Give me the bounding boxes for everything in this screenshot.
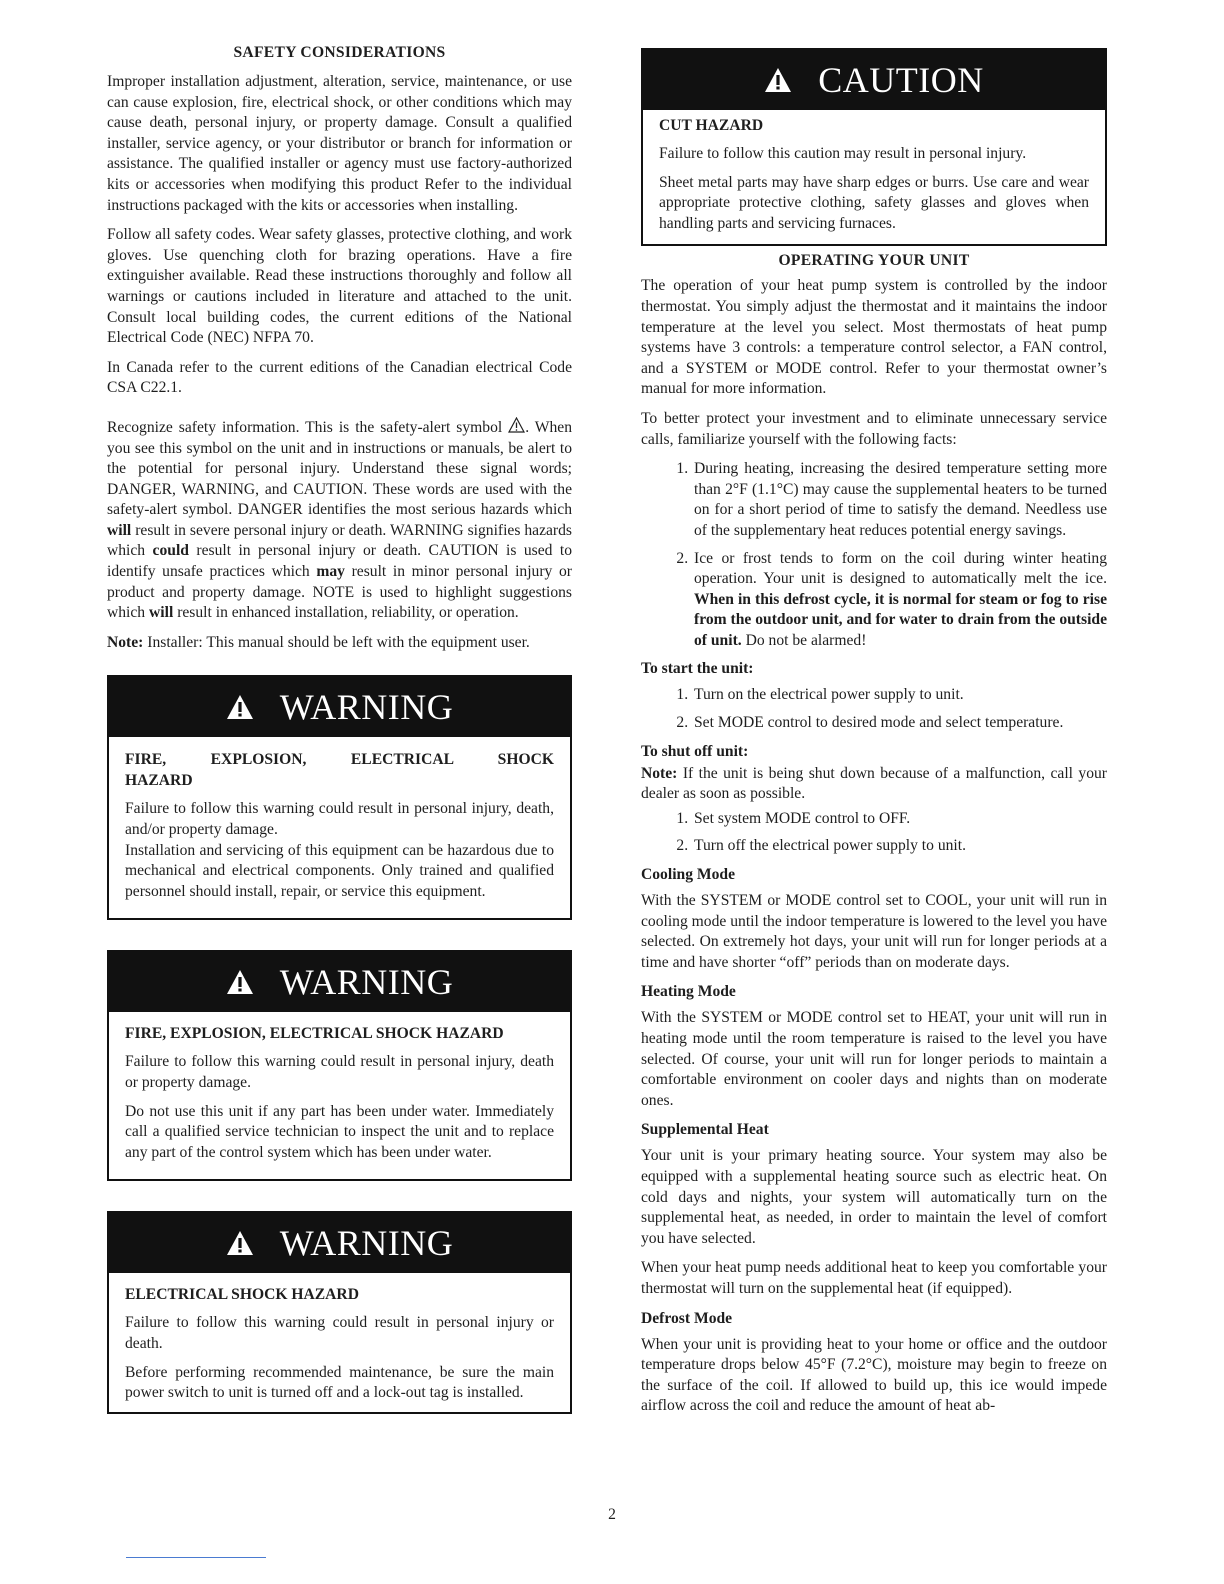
safety-alert-symbol-icon (508, 417, 525, 433)
warning-text: Failure to follow this warning could result in personal injury, death, and/or property damage. (125, 800, 554, 839)
cooling-mode-text: With the SYSTEM or MODE control set to COOL, your unit will run in cooling mode until the indoor temperature is lowered to the level you have selected. On extremely hot days, your unit will run for longer periods at a time and have shorter “off” periods than on moderate days. (641, 892, 1107, 971)
hazard-title: CUT HAZARD (659, 117, 764, 134)
heating-mode-text: With the SYSTEM or MODE control set to HEAT, your unit will run in heating mode until the room temperature is raised to the level you have selected. Of course, your unit will run for longer periods to maintain a comfortable environment on cooler days and nights than on moderate ones. (641, 1009, 1107, 1109)
warning-title: WARNING (279, 962, 454, 1003)
warning-box-3 (107, 1211, 572, 1413)
warning-triangle-icon (226, 1230, 254, 1256)
warning-box-1 (107, 675, 572, 920)
warning-banner (109, 1213, 570, 1273)
warning-banner (109, 952, 570, 1012)
caution-text: Sheet metal parts may have sharp edges or burrs. Use care and wear appropriate protective clothing, safety glasses and gloves when handling parts and servicing furnaces. (659, 173, 1089, 232)
warning-text: Before performing recommended maintenance, be sure the main power switch to unit is turned off and a lock-out tag is installed. (125, 1363, 554, 1402)
warning-text: Failure to follow this warning could result in personal injury or death. (125, 1314, 554, 1352)
shut-off-note: Note: If the unit is being shut down because of a malfunction, call your dealer as soon as possible. (641, 764, 1107, 803)
operating-heading: OPERATING YOUR UNIT (778, 252, 970, 270)
safety-paragraph-2: Follow all safety codes. Wear safety glasses, protective clothing, and work gloves. Use quenching cloth for brazing operations. Have a fire extinguisher available. Read these instructions thoroughly and follow all warnings or cautions included in literature and attached to the unit. Consult local building codes, the current editions of the National Electrical Code (NEC) NFPA 70. (107, 226, 572, 347)
warning-box-2 (107, 950, 572, 1181)
hazard-title: FIRE, EXPLOSION, ELECTRICAL SHOCK HAZARD (125, 1025, 504, 1043)
list-item: 1. During heating, increasing the desired temperature setting more than 2°F (1.1°C) may cause the supplemental heaters to be turned on for a short period of time to satisfy the demand. Needless use of the supplementary heat reduces potential energy savings. (692, 459, 1107, 541)
facts-list (641, 459, 1107, 651)
installer-note: Note: Installer: This manual should be left with the equipment user. (107, 633, 530, 651)
hazard-title: ELECTRICAL SHOCK HAZARD (125, 1286, 359, 1304)
link-underline (126, 1557, 266, 1558)
list-item: 2. Ice or frost tends to form on the coil during winter heating operation. Your unit is designed to automatically melt the ice. When in this defrost cycle, it is normal for steam or fog to rise from the outdoor unit, and for water to drain from the outside of unit. Do not be alarmed! (692, 549, 1107, 652)
warning-title: WARNING (279, 1223, 454, 1264)
shut-off-heading: To shut off unit: (641, 742, 749, 760)
list-item: 2. Set MODE control to desired mode and select temperature. (692, 713, 1107, 734)
caution-title: CAUTION (818, 60, 984, 100)
operating-paragraph-2: To better protect your investment and to eliminate unnecessary service calls, familiarize yourself with the following facts: (641, 409, 1107, 448)
operating-paragraph-1: The operation of your heat pump system is controlled by the indoor thermostat. You simply adjust the thermostat and it maintains the indoor temperature at the level you select. Most thermostats of heat pump systems have 3 controls: a temperature control selector, a FAN control, and a SYSTEM or MODE control. Refer to your thermostat owner’s manual for more information. (641, 277, 1107, 398)
warning-text: Failure to follow this warning could result in personal injury, death or property damage. (125, 1053, 554, 1091)
list-item: 1. Set system MODE control to OFF. (692, 809, 1107, 830)
cooling-mode-heading: Cooling Mode (641, 866, 735, 884)
warning-triangle-icon (226, 694, 254, 720)
warning-text: Installation and servicing of this equipment can be hazardous due to mechanical and electrical components. Only trained and qualified personnel should install, repair, or service this equipment. (125, 841, 554, 900)
right-column (641, 48, 1107, 1426)
caution-text: Failure to follow this caution may result in personal injury. (659, 145, 1027, 162)
warning-title: WARNING (279, 687, 454, 728)
supplemental-heat-heading: Supplemental Heat (641, 1121, 769, 1139)
heating-mode-heading: Heating Mode (641, 983, 736, 1001)
caution-banner (643, 50, 1105, 110)
list-item: 2. Turn off the electrical power supply to unit. (692, 836, 1107, 857)
page-number: 2 (608, 1506, 616, 1523)
warning-triangle-icon (226, 969, 254, 995)
warning-text: Do not use this unit if any part has been under water. Immediately call a qualified service technician to inspect the unit and to replace any part of the control system which has been under water. (125, 1102, 554, 1161)
warning-triangle-icon (764, 67, 792, 93)
warning-banner (109, 677, 570, 737)
start-unit-heading: To start the unit: (641, 660, 754, 678)
safety-paragraph-3: In Canada refer to the current editions of the Canadian electrical Code CSA C22.1. (107, 358, 572, 397)
start-list (641, 685, 1107, 733)
caution-box (641, 48, 1107, 246)
defrost-mode-text: When your unit is providing heat to your home or office and the outdoor temperature drops below 45°F (7.2°C), moisture may begin to freeze on the surface of the coil. If allowed to build up, this ice would impede airflow across the coil and reduce the amount of heat ab- (641, 1335, 1107, 1415)
shut-off-list (641, 809, 1107, 857)
hazard-title: FIRE, EXPLOSION, ELECTRICAL SHOCK HAZARD (125, 751, 554, 790)
supplemental-heat-text-2: When your heat pump needs additional heat to keep you comfortable your thermostat will turn on the supplemental heat (if equipped). (641, 1259, 1107, 1297)
safety-paragraph-4: Recognize safety information. This is the safety-alert symbol . When you see this symbol on the unit and in instructions or manuals, be alert to the potential for personal injury. Understand these signal words; DANGER, WARNING, and CAUTION. These words are used with the safety-alert symbol. DANGER identifies the most serious hazards which will result in severe personal injury or death. WARNING signifies hazards which could result in personal injury or death. CAUTION is used to identify unsafe practices which may result in minor personal injury or product and property damage. NOTE is used to highlight suggestions which will result in enhanced installation, reliability, or operation. (107, 418, 573, 622)
safety-considerations-heading: SAFETY CONSIDERATIONS (233, 44, 446, 61)
list-item: 1. Turn on the electrical power supply to unit. (692, 685, 1107, 706)
safety-paragraph-1: Improper installation adjustment, alteration, service, maintenance, or use can cause explosion, fire, electrical shock, or other conditions which may cause death, personal injury, or property damage. Consult a qualified installer, service agency, or your distributor or branch for information or assistance. The qualified installer or agency must use factory-authorized kits or accessories when modifying this product Refer to the individual instructions packaged with the kits or accessories when installing. (107, 73, 572, 214)
supplemental-heat-text-1: Your unit is your primary heating source. Your system may also be equipped with a supplemental heating source such as electric heat. On cold days and nights, your system will automatically turn on the supplemental heat, as needed, in order to maintain the level of comfort you have selected. (641, 1147, 1107, 1247)
defrost-mode-heading: Defrost Mode (641, 1309, 733, 1327)
left-column (107, 44, 572, 1414)
